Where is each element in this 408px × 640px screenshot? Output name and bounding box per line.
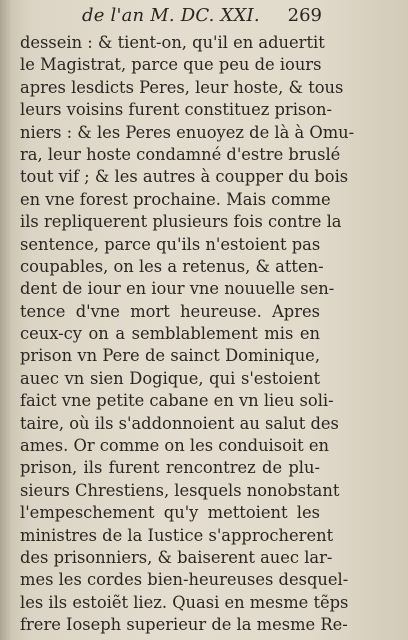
text-line: taire, où ils s'addonnoient au salut des	[20, 413, 339, 433]
text-line: ministres de la Iustice s'approcherent	[20, 525, 334, 545]
text-line: dessein : & tient-on, qu'il en aduertit	[20, 33, 325, 52]
text-line: les ils estoiẽt liez. Quasi en mesme tẽps	[20, 592, 349, 612]
text-line: ames. Or comme on les conduisoit en	[20, 436, 329, 456]
text-line: frere Ioseph superieur de la mesme Re-	[20, 615, 348, 635]
text-line: mes les cordes bien-heureuses desquel-	[20, 570, 349, 590]
text-line: faict vne petite cabane en vn lieu soli-	[20, 391, 334, 411]
text-line: l'empeschement qu'y mettoient les	[20, 503, 320, 523]
gutter-shadow	[0, 0, 12, 640]
text-line: coupables, on les a retenus, & atten-	[20, 256, 324, 276]
text-line: le Magistrat, parce que peu de iours	[20, 55, 322, 75]
text-line: prison vn Pere de sainct Dominique,	[20, 346, 320, 366]
text-line: dent de iour en iour vne nouuelle sen-	[20, 279, 335, 299]
text-line: auec vn sien Dogique, qui s'estoient	[20, 368, 320, 388]
page-header	[0, 5, 408, 31]
text-line: ra, leur hoste condamné d'estre bruslé	[20, 144, 341, 164]
text-line: niers : & les Peres enuoyez de là à Omu-	[20, 122, 355, 142]
text-line: sentence, parce qu'ils n'estoient pas	[20, 234, 321, 254]
text-line: ceux-cy on a semblablement mis en	[20, 324, 320, 344]
page-number: 269	[287, 5, 322, 26]
running-head: de l'an M. DC. XXI.	[82, 5, 260, 26]
text-line: sieurs Chrestiens, lesquels nonobstant	[20, 480, 340, 500]
text-line: prison, ils furent rencontrez de plu-	[20, 458, 320, 478]
body-text	[20, 32, 355, 637]
text-line: apres lesdicts Peres, leur hoste, & tous	[20, 77, 344, 97]
text-line: tence d'vne mort heureuse. Apres	[20, 301, 320, 321]
text-line: des prisonniers, & baiserent auec lar-	[20, 547, 333, 567]
text-line: leurs voisins furent constituez prison-	[20, 100, 333, 120]
text-line: ils repliquerent plusieurs fois contre la	[20, 212, 342, 232]
text-line: en vne forest prochaine. Mais comme	[20, 189, 331, 209]
text-line: tout vif ; & les autres à coupper du bois	[20, 167, 349, 187]
